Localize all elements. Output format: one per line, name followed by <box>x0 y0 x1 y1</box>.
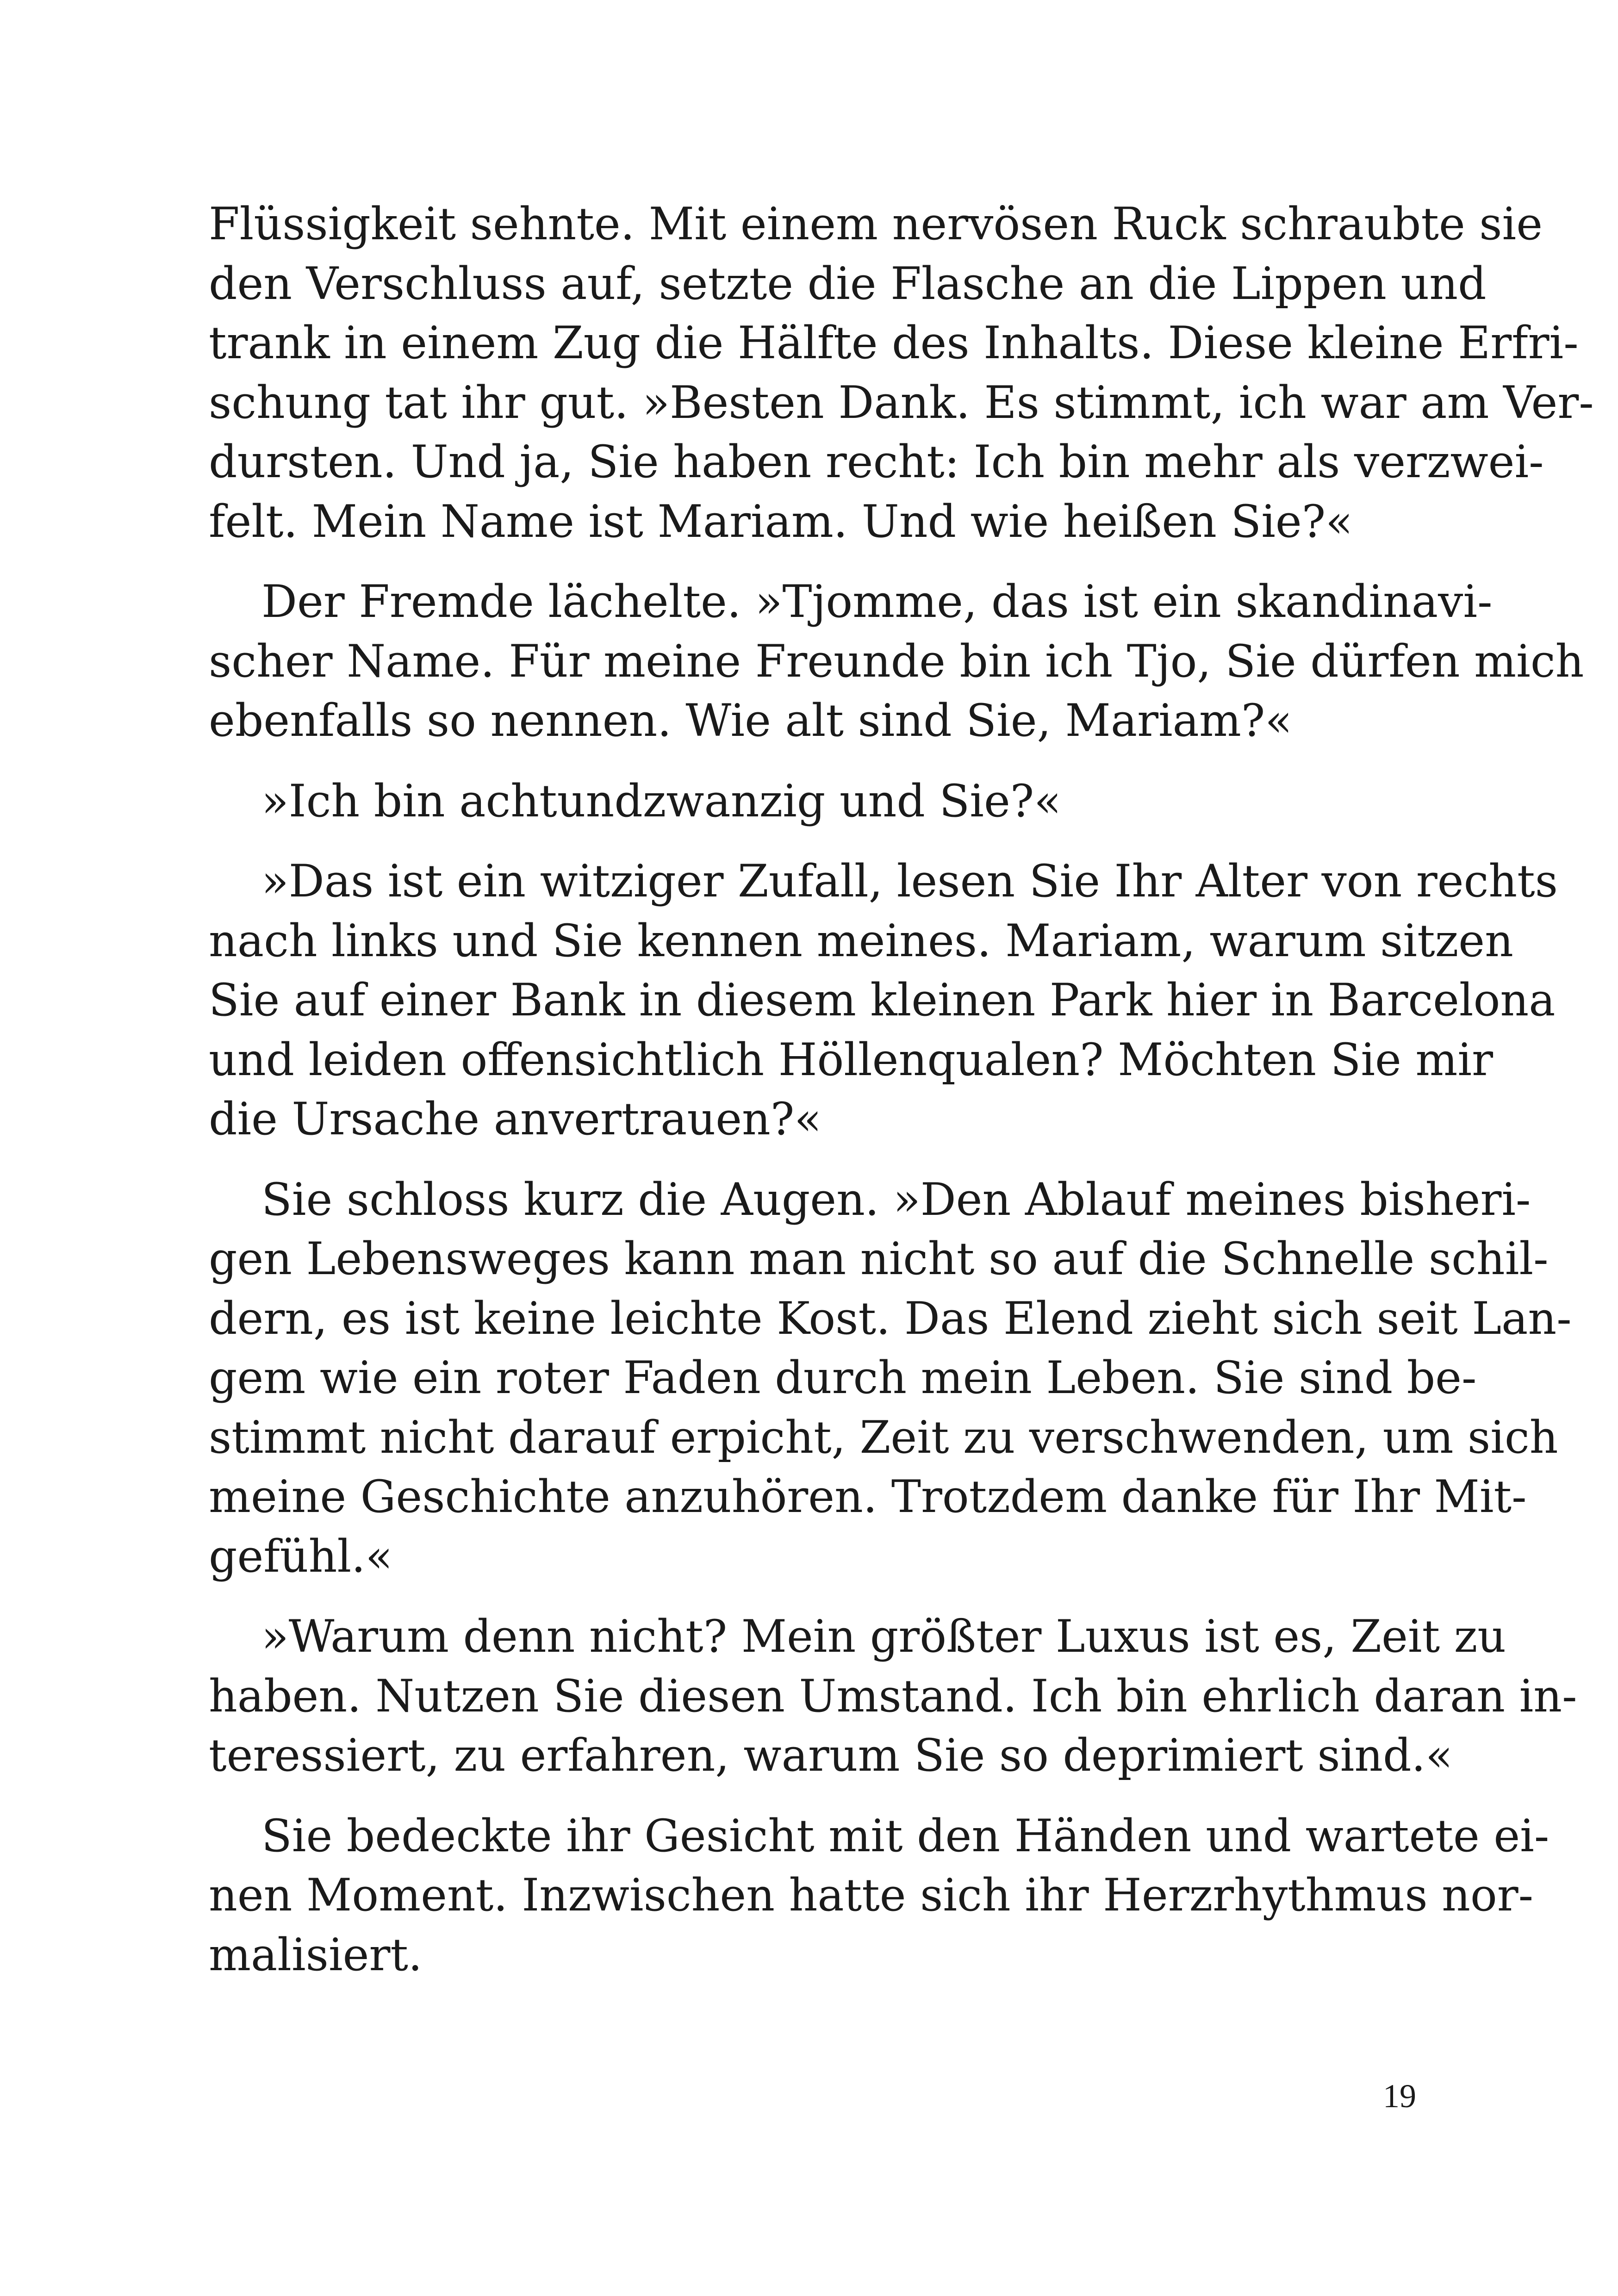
text-line: gem wie ein roter Faden durch mein Leben. Sie sind be- <box>209 1352 1477 1404</box>
page-number: 19 <box>1383 2078 1416 2115</box>
text-line: Sie bedeckte ihr Gesicht mit den Händen und wartete ei- <box>261 1810 1550 1862</box>
text-line: und leiden offensichtlich Höllenqualen? Möchten Sie mir <box>209 1033 1493 1086</box>
paragraph <box>209 852 1558 1149</box>
text-line: dursten. Und ja, Sie haben recht: Ich bin mehr als verzwei- <box>209 436 1544 488</box>
text-line: Der Fremde lächelte. »Tjomme, das ist ein skandinavi- <box>261 576 1493 628</box>
text-line: malisiert. <box>209 1929 423 1981</box>
text-line: Sie auf einer Bank in diesem kleinen Park hier in Barcelona <box>209 974 1556 1026</box>
text-line: felt. Mein Name ist Mariam. Und wie heißen Sie?« <box>209 495 1353 548</box>
text-line: stimmt nicht darauf erpicht, Zeit zu verschwenden, um sich <box>209 1411 1558 1463</box>
text-line: nen Moment. Inzwischen hatte sich ihr Herzrhythmus nor- <box>209 1869 1534 1921</box>
paragraph-gap <box>209 1786 1418 1806</box>
paragraph-gap <box>209 1149 1418 1170</box>
text-line: den Verschluss auf, setzte die Flasche an die Lippen und <box>209 257 1487 310</box>
paragraph-gap <box>209 751 1418 772</box>
text-line: teressiert, zu erfahren, warum Sie so deprimiert sind.« <box>209 1730 1453 1781</box>
paragraph-gap <box>209 551 1418 572</box>
text-line: »Das ist ein witziger Zufall, lesen Sie Ihr Alter von rechts <box>261 855 1558 907</box>
paragraph <box>209 1607 1577 1786</box>
text-line: gen Lebensweges kann man nicht so auf die Schnelle schil- <box>209 1233 1549 1285</box>
paragraph <box>209 1170 1572 1587</box>
paragraph-gap <box>209 831 1418 852</box>
text-line: schung tat ihr gut. »Besten Dank. Es stimmt, ich war am Ver- <box>209 376 1594 429</box>
text-line: Sie schloss kurz die Augen. »Den Ablauf meines bisheri- <box>261 1173 1531 1226</box>
text-line: gefühl.« <box>209 1530 393 1582</box>
text-line: Flüssigkeit sehnte. Mit einem nervösen Ruck schraubte sie <box>209 198 1543 250</box>
body-text <box>209 194 1594 1985</box>
text-line: die Ursache anvertrauen?« <box>209 1093 822 1145</box>
text-line: haben. Nutzen Sie diesen Umstand. Ich bin ehrlich daran in- <box>209 1670 1577 1722</box>
text-line: nach links und Sie kennen meines. Mariam, warum sitzen <box>209 915 1513 967</box>
text-line: dern, es ist keine leichte Kost. Das Elend zieht sich seit Lan- <box>209 1292 1572 1344</box>
text-line: scher Name. Für meine Freunde bin ich Tjo, Sie dürfen mich <box>209 635 1584 687</box>
paragraph <box>209 1806 1550 1985</box>
text-line: meine Geschichte anzuhören. Trotzdem danke für Ihr Mit- <box>209 1471 1527 1523</box>
paragraph <box>209 572 1584 751</box>
paragraph-gap <box>209 1586 1418 1607</box>
text-line: trank in einem Zug die Hälfte des Inhalts. Diese kleine Erfri- <box>209 317 1579 369</box>
text-line: »Warum denn nicht? Mein größter Luxus ist es, Zeit zu <box>261 1611 1506 1662</box>
paragraph <box>209 194 1594 551</box>
paragraph <box>209 772 1418 831</box>
text-line: ebenfalls so nennen. Wie alt sind Sie, Mariam?« <box>209 695 1293 747</box>
text-line: »Ich bin achtundzwanzig und Sie?« <box>261 775 1061 827</box>
